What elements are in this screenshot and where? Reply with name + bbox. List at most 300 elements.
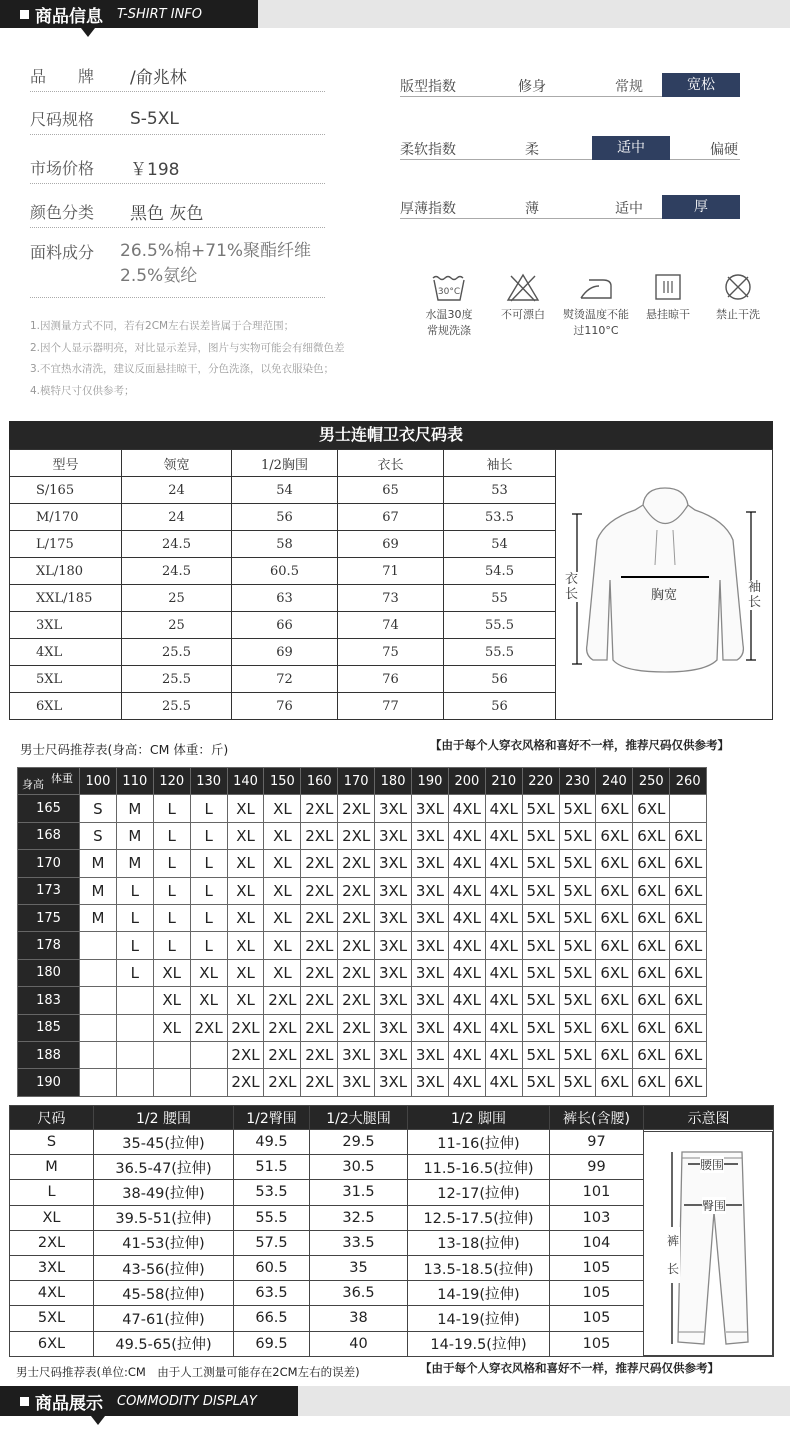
care-label: 熨烫温度不能 — [563, 308, 629, 321]
table-cell: XL — [227, 904, 264, 931]
index-label: 柔软指数 — [400, 142, 456, 158]
table-cell: 47-61(拉伸) — [94, 1306, 234, 1331]
table-cell: 25 — [122, 612, 232, 639]
table-cell: 4XL — [448, 987, 485, 1014]
table-cell: 24.5 — [122, 531, 232, 558]
no-dry-clean-icon — [722, 272, 754, 302]
table-cell: 5XL — [559, 1014, 596, 1041]
pants-diagram — [643, 1131, 773, 1356]
table-cell: 4XL — [448, 904, 485, 931]
table-cell: 6XL — [670, 822, 707, 849]
weight-header-cell: 260 — [670, 768, 707, 795]
table-cell: 6XL — [670, 877, 707, 904]
table-cell: 3XL — [412, 1014, 449, 1041]
table-cell: 30.5 — [310, 1155, 408, 1180]
info-row-price — [30, 152, 325, 184]
table-cell: 5XL — [522, 932, 559, 959]
table-cell: XL — [227, 877, 264, 904]
pointer-triangle-icon — [91, 1416, 105, 1425]
table-cell: 6XL — [633, 795, 670, 822]
care-no-dry-clean — [708, 272, 768, 322]
table-cell: 4XL — [448, 932, 485, 959]
header-cell: 型号 — [10, 450, 122, 477]
table-row — [18, 1041, 707, 1068]
table-cell: 5XL — [559, 877, 596, 904]
table-row — [18, 1069, 707, 1096]
weight-header-cell: 150 — [264, 768, 301, 795]
note-line: 2.因个人显示器明亮，对比显示差异，图片与实物可能会有细微色差 — [30, 342, 345, 354]
info-row-color — [30, 196, 325, 228]
table-cell: 43-56(拉伸) — [94, 1255, 234, 1280]
table-cell: 54 — [232, 477, 338, 504]
header-cell: 1/2 脚围 — [408, 1106, 550, 1130]
table-cell: 2XL — [338, 850, 375, 877]
table-cell: 2XL — [301, 1014, 338, 1041]
table-cell: 103 — [550, 1205, 644, 1230]
table-cell: 12-17(拉伸) — [408, 1180, 550, 1205]
table-cell: M — [80, 904, 117, 931]
index-row-softness — [400, 136, 740, 160]
height-header-cell: 183 — [18, 987, 80, 1014]
table-cell: 41-53(拉伸) — [94, 1230, 234, 1255]
table-cell: 6XL — [596, 795, 633, 822]
table-cell: 66 — [232, 612, 338, 639]
table-cell: 6XL — [596, 877, 633, 904]
weight-header-cell: 250 — [633, 768, 670, 795]
table-cell: 3XL — [412, 1041, 449, 1068]
table-cell: 53 — [444, 477, 556, 504]
table-cell: 75 — [338, 639, 444, 666]
table-cell: 5XL — [522, 822, 559, 849]
table-cell: 53.5 — [444, 504, 556, 531]
weight-header-cell: 170 — [338, 768, 375, 795]
table-cell: 2XL — [264, 1041, 301, 1068]
table-cell: 6XL — [10, 1331, 94, 1356]
table-cell: 2XL — [301, 904, 338, 931]
corner-weight-label: 体重 — [51, 772, 73, 785]
table-cell: 105 — [550, 1306, 644, 1331]
table-cell: 55.5 — [234, 1205, 310, 1230]
table-cell: M — [10, 1155, 94, 1180]
table-cell: 25 — [122, 585, 232, 612]
table-cell: 6XL — [670, 1014, 707, 1041]
table-cell: S/165 — [10, 477, 122, 504]
table-cell: 74 — [338, 612, 444, 639]
hoodie-diagram — [555, 449, 773, 720]
table-cell: L/175 — [10, 531, 122, 558]
table-cell: 4XL — [485, 1069, 522, 1096]
table-cell: 6XL — [633, 959, 670, 986]
table-cell: 4XL — [448, 1014, 485, 1041]
table-cell: 56 — [232, 504, 338, 531]
table-cell: 2XL — [338, 959, 375, 986]
table-cell: 3XL — [375, 987, 412, 1014]
weight-header-cell: 220 — [522, 768, 559, 795]
care-label: 水温30度 — [425, 308, 473, 321]
table-cell: 4XL — [10, 639, 122, 666]
table-cell: XL — [153, 959, 190, 986]
table-cell: 76 — [338, 666, 444, 693]
hoodie-table-title: 男士连帽卫衣尺码表 — [9, 421, 773, 449]
table-cell — [116, 1041, 153, 1068]
table-cell: 2XL — [301, 1041, 338, 1068]
table-cell: 2XL — [338, 877, 375, 904]
weight-header-cell: 180 — [375, 768, 412, 795]
table-cell: 5XL — [522, 877, 559, 904]
table-cell: 3XL — [412, 850, 449, 877]
table-cell: 2XL — [301, 822, 338, 849]
table-cell: 53.5 — [234, 1180, 310, 1205]
svg-text:30°C: 30°C — [437, 287, 461, 297]
table-cell: 6XL — [633, 932, 670, 959]
table-cell: 58 — [232, 531, 338, 558]
table-cell: 2XL — [301, 850, 338, 877]
height-header-cell: 190 — [18, 1069, 80, 1096]
table-cell: XL — [264, 904, 301, 931]
table-cell: S — [80, 795, 117, 822]
table-cell: 13-18(拉伸) — [408, 1230, 550, 1255]
table-cell: 3XL — [412, 904, 449, 931]
care-iron — [558, 272, 634, 338]
table-cell: 2XL — [10, 1230, 94, 1255]
table-cell: L — [190, 904, 227, 931]
table-cell: L — [116, 959, 153, 986]
table-row — [10, 612, 556, 639]
table-cell: XL — [227, 959, 264, 986]
table-cell: 12.5-17.5(拉伸) — [408, 1205, 550, 1230]
table-cell: 66.5 — [234, 1306, 310, 1331]
weight-header-cell: 100 — [80, 768, 117, 795]
table-cell: 5XL — [559, 904, 596, 931]
no-bleach-icon — [506, 272, 540, 302]
table-cell: 6XL — [633, 1041, 670, 1068]
recommend-note: 【由于每个人穿衣风格和喜好不一样，推荐尺码仅供参考】 — [430, 738, 729, 752]
pants-note: 【由于每个人穿衣风格和喜好不一样，推荐尺码仅供参考】 — [420, 1361, 719, 1375]
table-cell: 5XL — [559, 850, 596, 877]
diagram-length-label: 衣长 — [565, 572, 579, 602]
table-cell: 4XL — [485, 987, 522, 1014]
index-option-selected: 宽松 — [662, 73, 740, 97]
table-cell: 69 — [338, 531, 444, 558]
table-cell: 2XL — [338, 822, 375, 849]
height-header-cell: 173 — [18, 877, 80, 904]
table-cell: 5XL — [522, 1069, 559, 1096]
weight-header-cell: 130 — [190, 768, 227, 795]
table-cell: 3XL — [412, 932, 449, 959]
table-cell: 5XL — [559, 795, 596, 822]
table-cell — [153, 1041, 190, 1068]
care-label: 不可漂白 — [501, 308, 545, 321]
table-cell: 4XL — [485, 932, 522, 959]
table-cell: S — [10, 1130, 94, 1155]
table-cell: 36.5-47(拉伸) — [94, 1155, 234, 1180]
table-cell: 6XL — [596, 1041, 633, 1068]
table-cell: 4XL — [485, 1041, 522, 1068]
table-cell: 3XL — [338, 1069, 375, 1096]
table-row — [10, 477, 556, 504]
section-title-cn: 商品信息 — [35, 6, 103, 27]
table-cell: 2XL — [301, 1069, 338, 1096]
index-row-fit — [400, 73, 740, 97]
table-cell: 33.5 — [310, 1230, 408, 1255]
weight-header-cell: 120 — [153, 768, 190, 795]
recommend-size-table — [17, 767, 707, 1097]
table-cell: M — [80, 850, 117, 877]
corner-cell — [18, 768, 80, 795]
table-row — [18, 959, 707, 986]
table-cell: 3XL — [412, 822, 449, 849]
table-cell: 3XL — [338, 1041, 375, 1068]
table-cell: 5XL — [559, 959, 596, 986]
table-cell: 40 — [310, 1331, 408, 1356]
table-cell: 6XL — [670, 1041, 707, 1068]
table-cell: 3XL — [10, 612, 122, 639]
table-cell: 5XL — [522, 1014, 559, 1041]
table-cell: 5XL — [559, 822, 596, 849]
table-cell: 31.5 — [310, 1180, 408, 1205]
table-cell: 36.5 — [310, 1281, 408, 1306]
table-cell — [153, 1069, 190, 1096]
table-cell: 2XL — [264, 987, 301, 1014]
table-cell: 3XL — [375, 850, 412, 877]
table-cell: 60.5 — [234, 1255, 310, 1280]
table-cell: 101 — [550, 1180, 644, 1205]
table-row — [18, 850, 707, 877]
table-cell — [80, 1069, 117, 1096]
table-cell: 2XL — [227, 1014, 264, 1041]
table-cell: 55 — [444, 585, 556, 612]
table-cell: 4XL — [448, 877, 485, 904]
section-title-cn: 商品展示 — [35, 1393, 103, 1414]
table-cell: XL — [227, 795, 264, 822]
table-cell: 55.5 — [444, 639, 556, 666]
table-cell: XL — [264, 850, 301, 877]
note-line: 4.模特尺寸仅供参考； — [30, 385, 135, 397]
table-cell: 2XL — [338, 987, 375, 1014]
care-label-2: 常规洗涤 — [427, 324, 471, 337]
info-value: /俞兆林 — [130, 68, 187, 88]
table-cell: 2XL — [264, 1069, 301, 1096]
section-title-en: T-SHIRT INFO — [117, 6, 203, 22]
table-cell: M — [116, 795, 153, 822]
table-cell: S — [80, 822, 117, 849]
table-cell: 49.5-65(拉伸) — [94, 1331, 234, 1356]
table-cell: L — [153, 932, 190, 959]
table-cell: XL — [264, 877, 301, 904]
table-cell: 6XL — [670, 959, 707, 986]
table-row — [18, 904, 707, 931]
table-cell: 5XL — [522, 904, 559, 931]
index-option: 柔 — [525, 142, 539, 158]
table-cell: 105 — [550, 1331, 644, 1356]
diagram-waist-label: 腰围 — [700, 1158, 725, 1172]
weight-header-cell: 190 — [412, 768, 449, 795]
header-cell: 1/2大腿围 — [310, 1106, 408, 1130]
table-cell: 3XL — [375, 877, 412, 904]
table-cell: 24.5 — [122, 558, 232, 585]
section-header-display — [0, 1386, 298, 1416]
table-cell: 6XL — [633, 877, 670, 904]
table-cell: 6XL — [670, 932, 707, 959]
info-value: S-5XL — [130, 108, 179, 129]
table-cell — [80, 932, 117, 959]
table-cell: 4XL — [448, 1041, 485, 1068]
table-cell: 35 — [310, 1255, 408, 1280]
table-cell: 3XL — [375, 1069, 412, 1096]
table-cell: 104 — [550, 1230, 644, 1255]
table-cell: L — [190, 877, 227, 904]
table-cell — [116, 1014, 153, 1041]
table-cell: L — [190, 822, 227, 849]
table-cell: 6XL — [596, 904, 633, 931]
table-cell: XL — [227, 932, 264, 959]
table-cell: 56 — [444, 666, 556, 693]
table-cell: L — [116, 904, 153, 931]
table-cell — [190, 1069, 227, 1096]
table-cell — [80, 1041, 117, 1068]
table-cell: 2XL — [227, 1069, 264, 1096]
table-cell: 14-19(拉伸) — [408, 1281, 550, 1306]
table-row — [18, 987, 707, 1014]
note-line: 1.因测量方式不同，若有2CM左右误差皆属于合理范围； — [30, 320, 295, 332]
table-cell: 71 — [338, 558, 444, 585]
header-cell: 尺码 — [10, 1106, 94, 1130]
table-cell — [80, 987, 117, 1014]
table-cell: 2XL — [190, 1014, 227, 1041]
table-header-row — [18, 768, 707, 795]
weight-header-cell: 140 — [227, 768, 264, 795]
table-row — [10, 639, 556, 666]
table-cell: 4XL — [485, 1014, 522, 1041]
info-label: 颜色分类 — [30, 203, 95, 222]
header-cell: 领宽 — [122, 450, 232, 477]
table-cell: 4XL — [10, 1281, 94, 1306]
height-header-cell: 178 — [18, 932, 80, 959]
table-cell: M/170 — [10, 504, 122, 531]
section-title-en: COMMODITY DISPLAY — [117, 1393, 257, 1409]
table-cell: 69 — [232, 639, 338, 666]
table-cell: 3XL — [375, 822, 412, 849]
hang-dry-icon — [653, 272, 683, 302]
table-cell: XL — [153, 1014, 190, 1041]
table-cell: 2XL — [227, 1041, 264, 1068]
iron-icon — [577, 272, 615, 302]
table-cell: 5XL — [559, 1069, 596, 1096]
table-cell: L — [190, 850, 227, 877]
info-row-size — [30, 103, 325, 135]
table-cell: 6XL — [670, 1069, 707, 1096]
info-label: 尺码规格 — [30, 110, 95, 129]
table-cell: 6XL — [633, 822, 670, 849]
table-cell: 5XL — [559, 932, 596, 959]
weight-header-cell: 160 — [301, 768, 338, 795]
info-label: 面料成分 — [30, 243, 95, 262]
table-cell: XL/180 — [10, 558, 122, 585]
table-cell: 5XL — [522, 850, 559, 877]
table-cell: 105 — [550, 1255, 644, 1280]
table-cell: 6XL — [596, 850, 633, 877]
index-option: 修身 — [518, 79, 546, 95]
table-cell: 24 — [122, 504, 232, 531]
pointer-triangle-icon — [81, 28, 95, 37]
table-cell: 4XL — [485, 904, 522, 931]
table-row — [18, 877, 707, 904]
diagram-sleeve-label: 袖长 — [748, 580, 762, 610]
table-cell: 24 — [122, 477, 232, 504]
table-cell: 6XL — [596, 822, 633, 849]
table-cell: 14-19(拉伸) — [408, 1306, 550, 1331]
table-cell: L — [116, 932, 153, 959]
table-cell: L — [153, 904, 190, 931]
care-label-2: 过110°C — [573, 324, 619, 337]
info-value-2: 2.5%氨纶 — [120, 266, 198, 286]
table-cell: 63.5 — [234, 1281, 310, 1306]
table-cell: XXL/185 — [10, 585, 122, 612]
table-cell: 6XL — [633, 850, 670, 877]
header-cell: 1/2胸围 — [232, 450, 338, 477]
table-cell: 3XL — [412, 1069, 449, 1096]
recommend-caption: 男士尺码推荐表(身高：CM 体重：斤) — [20, 742, 229, 757]
table-cell: 51.5 — [234, 1155, 310, 1180]
table-cell: 32.5 — [310, 1205, 408, 1230]
care-hang-dry — [640, 272, 696, 322]
square-icon — [20, 1397, 29, 1406]
table-cell: L — [116, 877, 153, 904]
table-cell: 4XL — [448, 850, 485, 877]
table-cell: 39.5-51(拉伸) — [94, 1205, 234, 1230]
table-cell: 3XL — [412, 959, 449, 986]
index-option: 适中 — [615, 201, 643, 217]
header-cell: 1/2 腰围 — [94, 1106, 234, 1130]
weight-header-cell: 110 — [116, 768, 153, 795]
table-cell: 67 — [338, 504, 444, 531]
table-cell: XL — [264, 822, 301, 849]
table-cell: 6XL — [596, 959, 633, 986]
care-no-bleach — [496, 272, 550, 322]
table-cell: M — [116, 850, 153, 877]
care-label: 禁止干洗 — [716, 308, 760, 321]
table-cell: XL — [190, 959, 227, 986]
care-label: 悬挂晾干 — [646, 308, 690, 321]
table-cell: 3XL — [375, 959, 412, 986]
table-row — [10, 585, 556, 612]
table-row — [18, 822, 707, 849]
table-cell: 2XL — [264, 1014, 301, 1041]
table-cell: L — [153, 795, 190, 822]
table-cell — [80, 959, 117, 986]
care-wash — [418, 272, 480, 338]
hoodie-size-table — [9, 449, 556, 720]
table-row — [10, 504, 556, 531]
table-cell: 5XL — [522, 795, 559, 822]
table-header-row — [10, 450, 556, 477]
table-cell: M — [116, 822, 153, 849]
info-value: ￥198 — [130, 160, 180, 180]
height-header-cell: 175 — [18, 904, 80, 931]
table-header-row — [10, 1106, 774, 1130]
table-cell: 56 — [444, 693, 556, 720]
table-cell: 2XL — [301, 987, 338, 1014]
table-cell: XL — [227, 987, 264, 1014]
table-cell: 5XL — [559, 1041, 596, 1068]
table-cell: 49.5 — [234, 1130, 310, 1155]
table-cell: M — [80, 877, 117, 904]
table-cell: 35-45(拉伸) — [94, 1130, 234, 1155]
table-cell: 72 — [232, 666, 338, 693]
table-cell: 2XL — [301, 959, 338, 986]
table-cell: 45-58(拉伸) — [94, 1281, 234, 1306]
table-cell: 11.5-16.5(拉伸) — [408, 1155, 550, 1180]
